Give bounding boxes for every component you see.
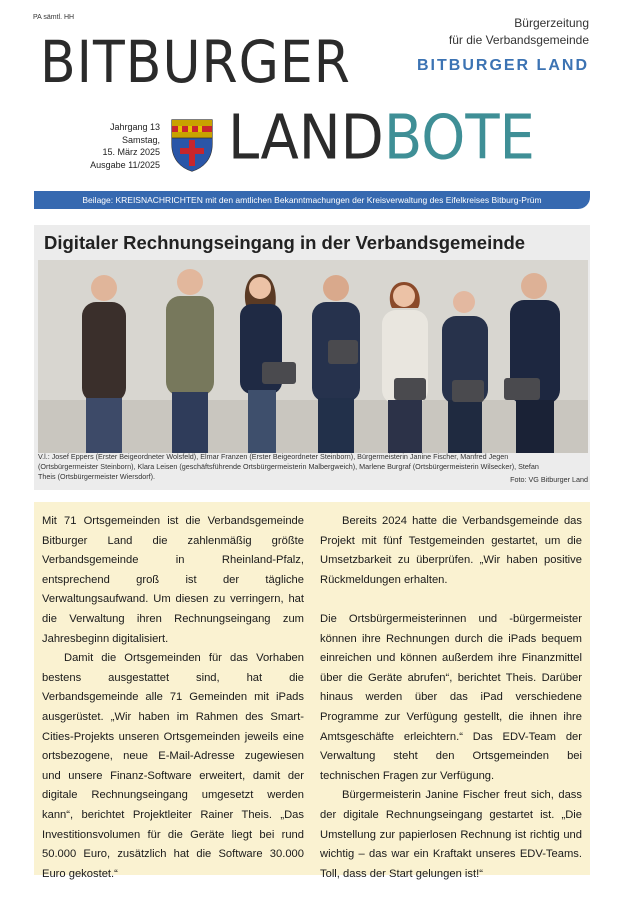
title-bote: BOTE — [383, 102, 535, 174]
article-paragraph: Damit die Ortsgemeinden für das Vorhaben bestens ausgestattet sind, hat die Verbandsgemeinde alle 71 Gemeinden mit iPads ausgerüstet. „Wir haben im Rahmen des Smart-Cities-Projekts unseren Ortsgemeinden jeweils eine ortsbezogene, neue E-Mail-Adresse zugewiesen und unsere Finanz-Software erweitert, damit der digitale Rechnungseingang umgesetzt werden kann“, berichtet Projektleiter Rainer Theis. „Das Investitionsvolumen für die Geräte liegt bei rund 50.000 Euro, zusätzlich hat die Software 30.000 Euro gekostet.“ — [42, 652, 304, 880]
issue-meta — [80, 121, 160, 171]
feature-headline: Digitaler Rechnungseingang in der Verbandsgemeinde — [44, 232, 526, 253]
region-label: BITBURGER LAND — [417, 57, 589, 74]
masthead-title-bitburger: BITBURGER — [40, 29, 351, 97]
issue-date: 15. März 2025 — [102, 147, 160, 157]
article-paragraph: Bereits 2024 hatte die Verbandsgemeinde das Projekt mit fünf Testgemeinden gestartet, um die Umsetzbarkeit zu überprüfen. „Wir haben positive Rückmeldungen erhalten. — [320, 515, 582, 586]
title-land: LAND — [228, 102, 384, 174]
tagline-line2: für die Verbandsgemeinde — [448, 33, 589, 47]
photo-credit: Foto: VG Bitburger Land — [510, 475, 588, 484]
caption-line-1: V.l.: Josef Eppers (Erster Beigeordneter Wolsfeld), Elmar Franzen (Erster Beigeordneter Steinborn), Bürgermeisterin Janine Fischer, Manfred Jegen — [38, 452, 509, 461]
article-paragraph: Mit 71 Ortsgemeinden ist die Verbandsgemeinde Bitburger Land die zahlenmäßig größte Verbandsgemeinde in Rheinland-Pfalz, entsprechend groß ist der tägliche Verwaltungsaufwand. Um diesen zu verringern, hat die Verwaltung ihren Rechnungseingang zum Jahresbeginn digitalisiert. — [42, 515, 304, 645]
group-photo — [38, 260, 588, 453]
article-column-1 — [42, 512, 304, 884]
issue-number: Ausgabe 11/2025 — [90, 159, 160, 170]
article-paragraph: Bürgermeisterin Janine Fischer freut sich, dass der digitale Rechnungseingang gestartet ist. „Die Umstellung zur papierlosen Rechnung ist richtig und wichtig – das war ein Kraftakt unseres EDV-Teams. Toll, dass der Start gelungen ist!“ — [320, 789, 582, 880]
postal-note: PA sämtl. HH — [33, 14, 75, 21]
photo-caption — [38, 452, 588, 482]
caption-line-3: Theis (Ortsbürgermeister Wiersdorf). — [38, 472, 156, 481]
supplement-banner: Beilage: KREISNACHRICHTEN mit den amtlichen Bekanntmachungen der Kreisverwaltung des Eifelkreises Bitburg-Prüm — [34, 191, 590, 209]
article-paragraph: Die Ortsbürgermeisterinnen und -bürgermeister können ihre Rechnungen durch die iPads bequem einreichen und können außerdem ihre Finanzmittel über die Geräte abrufen“, berichtet Theis. Darüber hinaus werden über das iPad verschiedene Programme zur Verfügung gestellt, die ihnen ihre Amtsgeschäfte erleichtern.“ Das EDV-Team der Verwaltung steht den Ortsgemeinden bei technischen Fragen zur Verfügung. — [320, 612, 582, 782]
article-column-2 — [320, 512, 582, 884]
coat-of-arms-icon — [170, 118, 214, 172]
masthead-title-landbote — [228, 102, 535, 174]
issue-weekday: Samstag, — [121, 134, 160, 145]
tagline-line1: Bürgerzeitung — [514, 16, 589, 30]
jahrgang: Jahrgang 13 — [109, 122, 160, 132]
caption-line-2: (Ortsbürgermeister Steinborn), Klara Leisen (geschäftsführende Ortsbürgermeisterin Malbergweich), Marlene Burgraf (Ortsbürgermeisterin Wilsecker), Stefan — [38, 462, 539, 471]
